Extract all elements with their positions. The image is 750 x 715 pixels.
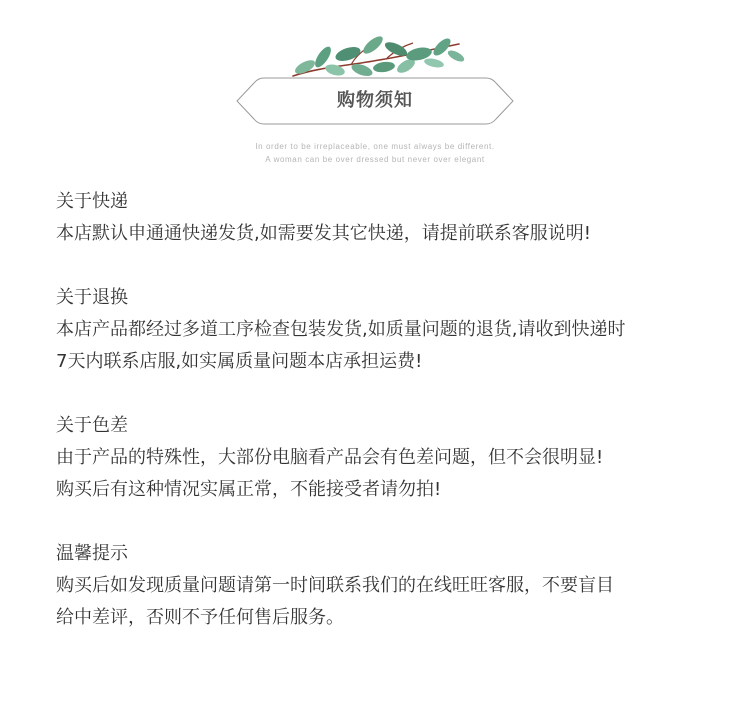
section-title: 关于色差 [56, 415, 128, 436]
section-return-exchange [56, 282, 716, 378]
section-title: 关于退换 [56, 287, 128, 308]
section-color-difference [56, 410, 716, 506]
section-text-line: 本店产品都经过多道工序检查包装发货,如质量问题的退货,请收到快递时 [56, 319, 626, 340]
eucalyptus-leaves-icon [285, 36, 465, 78]
section-warm-tips [56, 538, 716, 634]
page-title: 购物须知 [337, 90, 413, 111]
header-banner [0, 0, 750, 175]
shopping-notice-content [56, 186, 716, 666]
section-text-line: 给中差评，否则不予任何售后服务。 [56, 607, 344, 628]
subtitle-line-1: In order to be irreplaceable, one must always be different. [255, 142, 495, 151]
section-title: 温馨提示 [56, 543, 128, 564]
section-delivery [56, 186, 716, 250]
section-text-line: 购买后有这种情况实属正常，不能接受者请勿拍! [56, 479, 442, 500]
subtitle-line-2: A woman can be over dressed but never over elegant [265, 155, 485, 164]
section-title: 关于快递 [56, 191, 128, 212]
section-text-line: 购买后如发现质量问题请第一时间联系我们的在线旺旺客服，不要盲目 [56, 575, 614, 596]
section-text-line: 7天内联系店服,如实属质量问题本店承担运费! [56, 351, 423, 372]
section-text-line: 本店默认申通通快递发货,如需要发其它快递，请提前联系客服说明! [56, 223, 591, 244]
section-text-line: 由于产品的特殊性，大部份电脑看产品会有色差问题，但不会很明显! [56, 447, 604, 468]
